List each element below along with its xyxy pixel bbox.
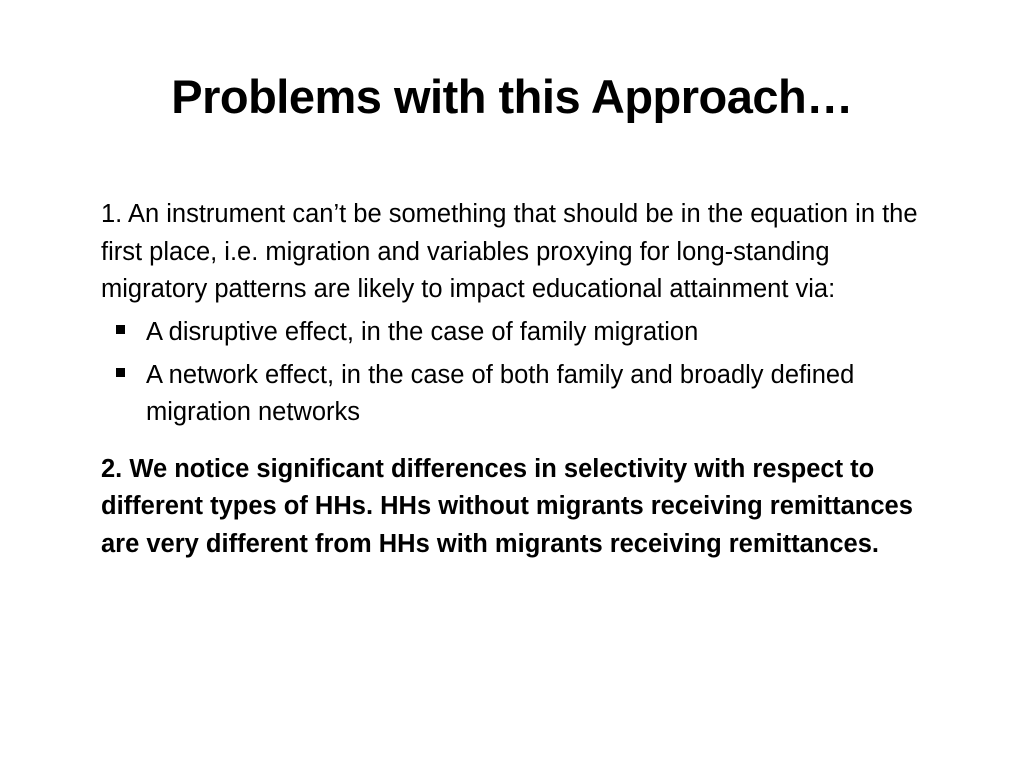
point-1-text: 1. An instrument can’t be something that should be in the equation in the first place, i.e. migration and variables proxying for long-standing migratory patterns are likely to impact educational attainment via: (101, 200, 918, 303)
square-bullet-icon (116, 325, 125, 334)
bullet-list (101, 314, 931, 431)
bullet-text: A disruptive effect, in the case of family migration (146, 317, 699, 346)
square-bullet-icon (116, 368, 125, 377)
bullet-item (101, 357, 931, 431)
point-2-text: 2. We notice significant differences in selectivity with respect to different types of HHs. HHs without migrants receiving remittances are very different from HHs with migrants receiving remittances. (101, 454, 913, 558)
slide-body (101, 196, 931, 563)
slide-title: Problems with this Approach… (171, 70, 853, 123)
bullet-text: A network effect, in the case of both family and broadly defined migration networks (146, 360, 855, 426)
bullet-item (101, 314, 931, 351)
